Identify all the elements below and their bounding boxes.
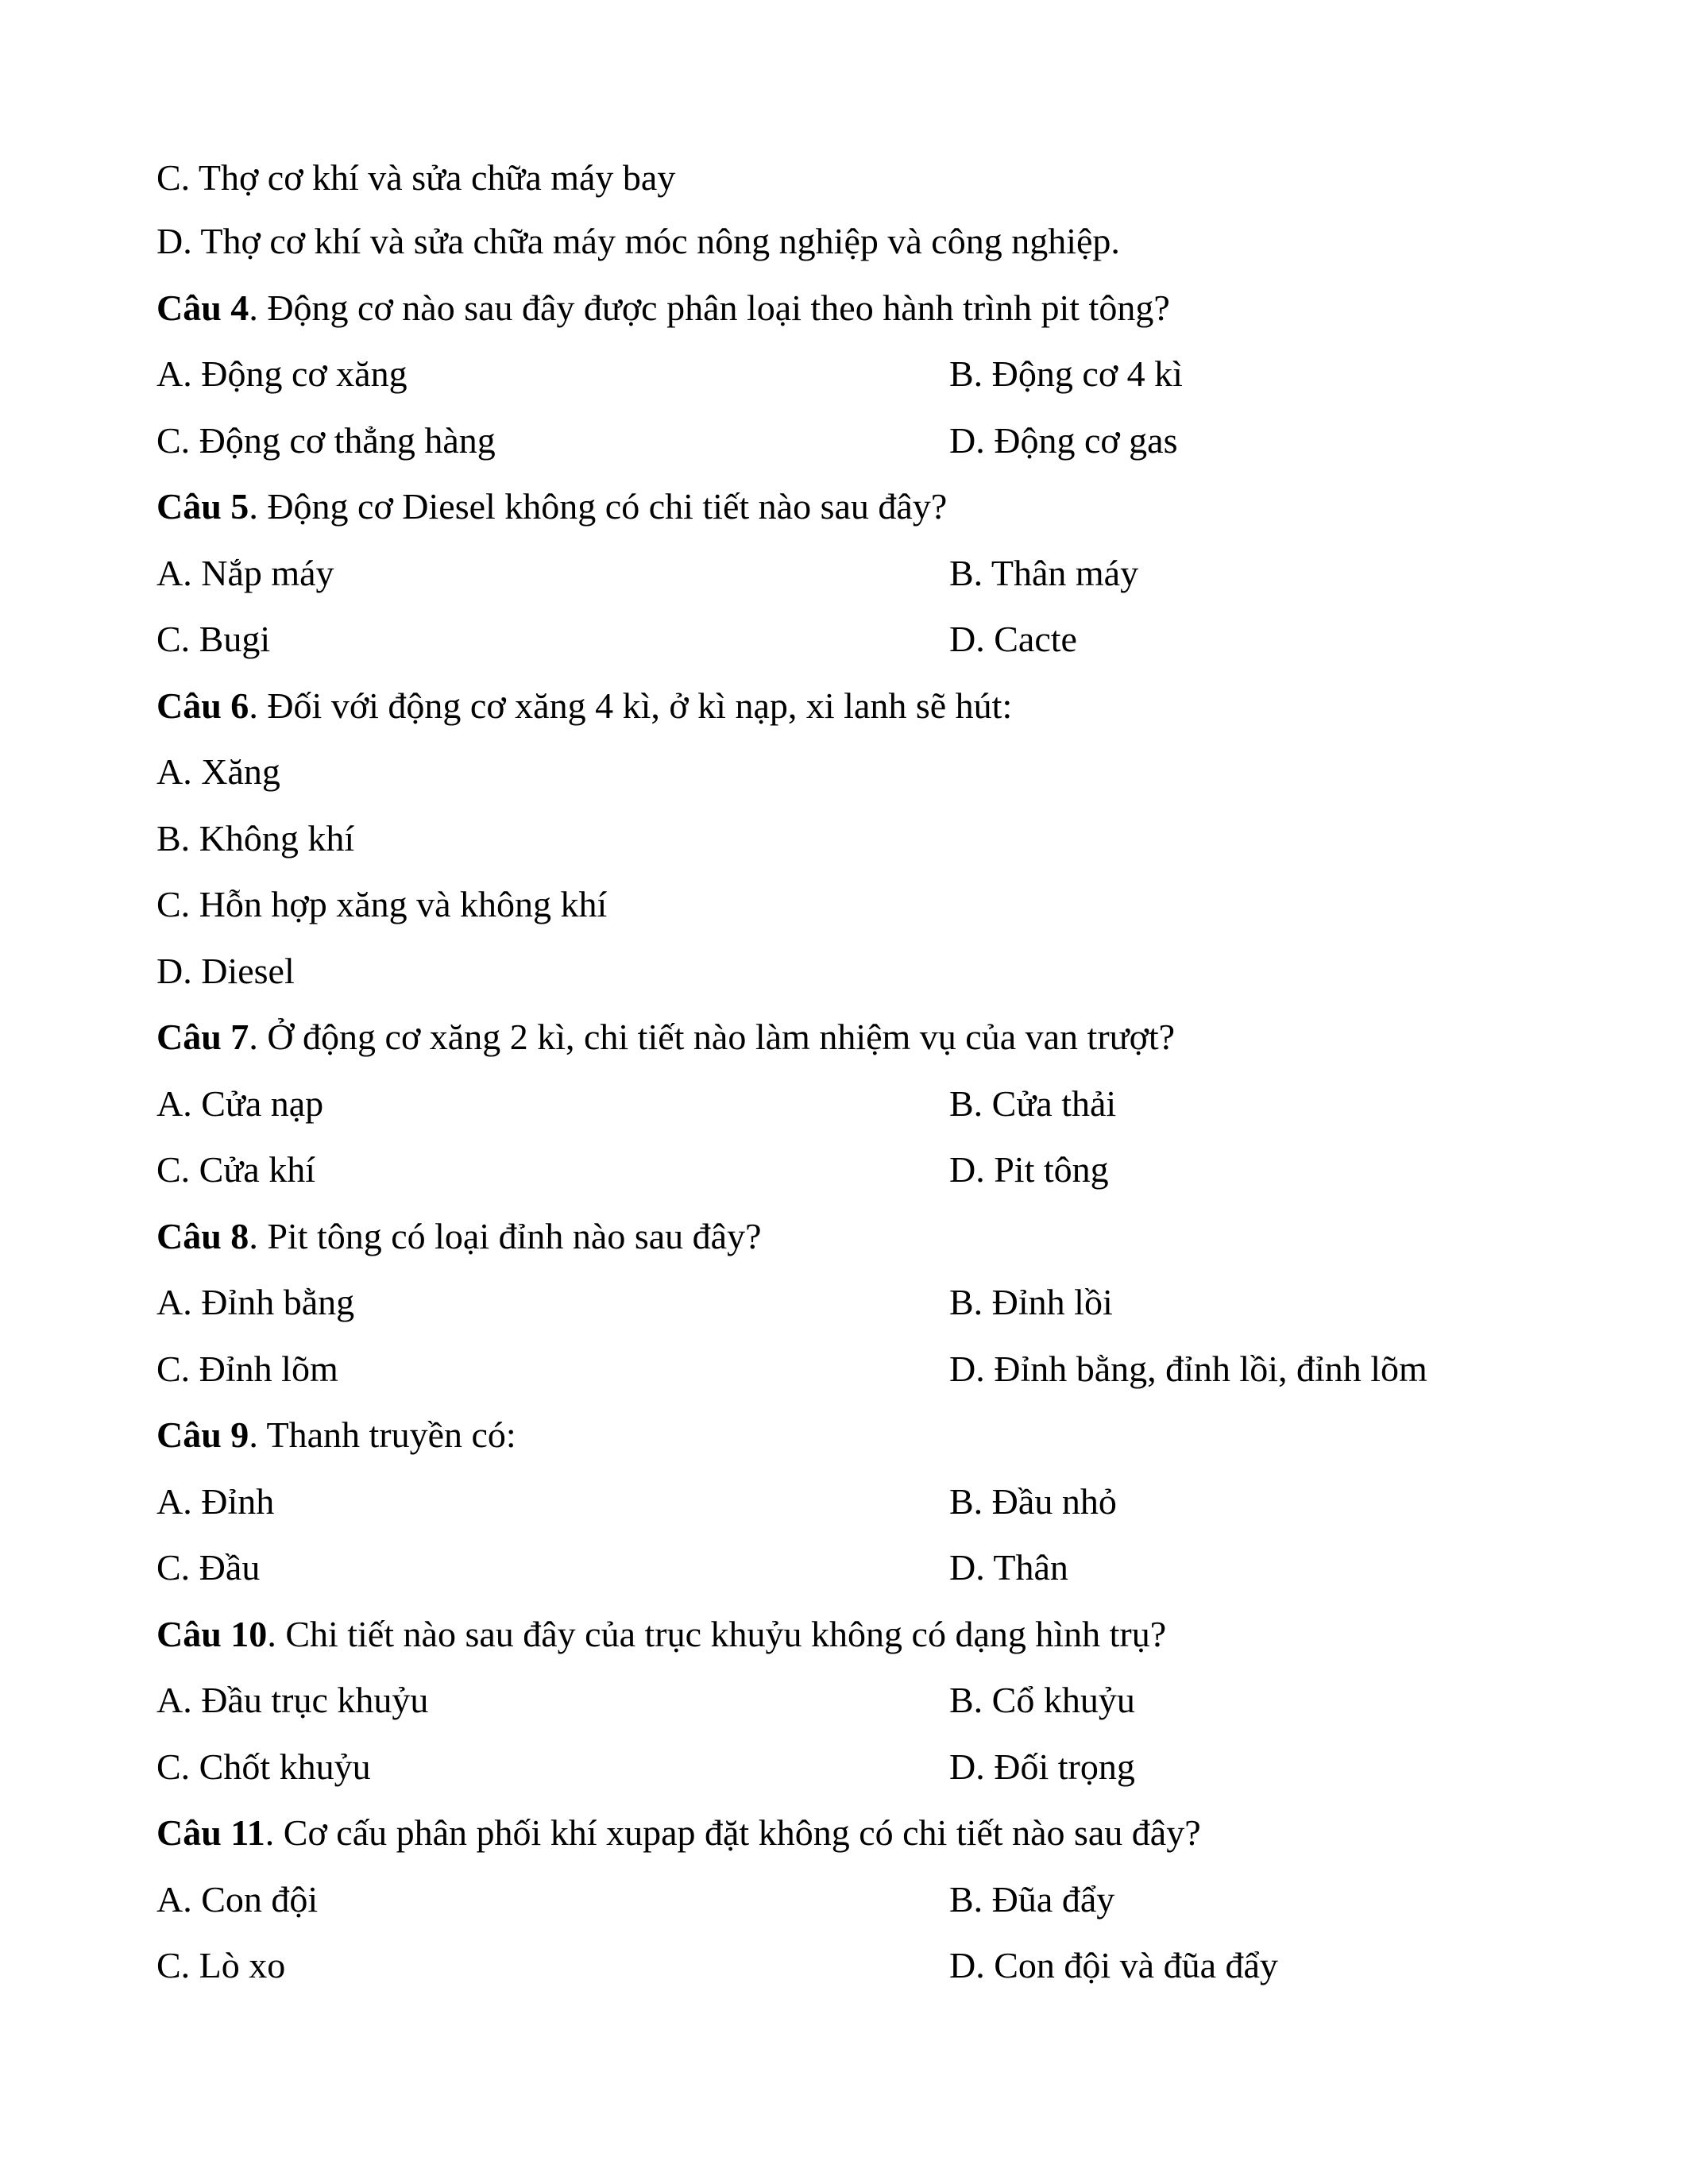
option-a: A. Động cơ xăng xyxy=(156,353,408,394)
question-label: Câu 11 xyxy=(156,1812,265,1853)
question-11 xyxy=(156,1800,1555,1866)
option-b: B. Đỉnh lồi xyxy=(949,1282,1113,1322)
option-d: D. Pit tông xyxy=(949,1149,1109,1190)
question-label: Câu 9 xyxy=(156,1414,249,1455)
question-label: Câu 4 xyxy=(156,287,249,328)
question-text: . Chi tiết nào sau đây của trục khuỷu không có dạng hình trụ? xyxy=(267,1613,1167,1654)
option-row xyxy=(156,341,1555,407)
option-d: D. Đỉnh bằng, đỉnh lồi, đỉnh lõm xyxy=(949,1348,1427,1389)
option-c: C. Chốt khuỷu xyxy=(156,1746,371,1787)
question-text: . Động cơ Diesel không có chi tiết nào sau đây? xyxy=(249,486,948,527)
question-4 xyxy=(156,275,1555,341)
question-10 xyxy=(156,1601,1555,1668)
option-c: C. Động cơ thẳng hàng xyxy=(156,419,496,461)
option-d: D. Cacte xyxy=(949,619,1077,659)
option-b: B. Đũa đẩy xyxy=(949,1878,1115,1920)
question-text: . Cơ cấu phân phối khí xupap đặt không có chi tiết nào sau đây? xyxy=(265,1812,1201,1853)
question-9 xyxy=(156,1402,1555,1468)
question-label: Câu 8 xyxy=(156,1215,249,1256)
option-a: A. Nắp máy xyxy=(156,552,334,593)
option-row xyxy=(156,540,1555,607)
question-label: Câu 6 xyxy=(156,685,249,726)
option-b: B. Cổ khuỷu xyxy=(949,1680,1135,1720)
option-a: A. Con đội xyxy=(156,1878,319,1920)
question-text: . Đối với động cơ xăng 4 kì, ở kì nạp, xi lanh sẽ hút: xyxy=(249,685,1013,726)
question-label: Câu 7 xyxy=(156,1017,249,1057)
option-a: A. Xăng xyxy=(156,751,280,792)
option-c: C. Đỉnh lõm xyxy=(156,1348,338,1389)
option-a: A. Đầu trục khuỷu xyxy=(156,1680,429,1720)
question-5 xyxy=(156,473,1555,540)
option-line: C. Thợ cơ khí và sửa chữa máy bay xyxy=(156,157,676,198)
option-c: C. Đầu xyxy=(156,1547,261,1588)
option-row xyxy=(156,1734,1555,1800)
option-d: D. Con đội và đũa đẩy xyxy=(949,1945,1278,1985)
option-b: B. Cửa thải xyxy=(949,1082,1117,1124)
option-row xyxy=(156,1932,1555,1999)
document-page xyxy=(156,148,1555,1999)
question-text: . Động cơ nào sau đây được phân loại theo hành trình pit tông? xyxy=(249,287,1170,328)
option-row xyxy=(156,1534,1555,1601)
option-c: C. Hỗn hợp xăng và không khí xyxy=(156,884,608,924)
option-d: D. Động cơ gas xyxy=(949,419,1178,461)
option-b: B. Đầu nhỏ xyxy=(949,1480,1117,1522)
option-b: B. Không khí xyxy=(156,817,355,859)
option-c: C. Lò xo xyxy=(156,1945,286,1985)
option-a: A. Cửa nạp xyxy=(156,1082,324,1124)
option-c: C. Bugi xyxy=(156,619,271,659)
question-6 xyxy=(156,673,1555,739)
option-a: A. Đỉnh bằng xyxy=(156,1282,355,1322)
option-d: D. Thân xyxy=(949,1547,1068,1588)
option-line: D. Thợ cơ khí và sửa chữa máy móc nông nghiệp và công nghiệp. xyxy=(156,221,1120,261)
question-label: Câu 10 xyxy=(156,1613,268,1654)
option-a: A. Đỉnh xyxy=(156,1480,275,1522)
option-b: B. Thân máy xyxy=(949,552,1139,593)
option-row xyxy=(156,1468,1555,1535)
question-7 xyxy=(156,1004,1555,1071)
question-label: Câu 5 xyxy=(156,486,249,527)
option-row xyxy=(156,606,1555,673)
option-c: C. Cửa khí xyxy=(156,1149,315,1190)
option-b: B. Động cơ 4 kì xyxy=(949,353,1183,394)
option-row xyxy=(156,1336,1555,1403)
option-d: D. Đối trọng xyxy=(949,1746,1135,1787)
option-row xyxy=(156,1866,1555,1933)
question-text: . Thanh truyền có: xyxy=(249,1414,516,1455)
question-text: . Ở động cơ xăng 2 kì, chi tiết nào làm nhiệm vụ của van trượt? xyxy=(249,1017,1176,1057)
option-row xyxy=(156,1269,1555,1336)
question-8 xyxy=(156,1203,1555,1270)
option-row xyxy=(156,1071,1555,1137)
option-row xyxy=(156,1136,1555,1203)
option-row xyxy=(156,1667,1555,1734)
option-d: D. Diesel xyxy=(156,950,295,991)
question-text: . Pit tông có loại đỉnh nào sau đây? xyxy=(249,1215,762,1256)
option-row xyxy=(156,407,1555,474)
